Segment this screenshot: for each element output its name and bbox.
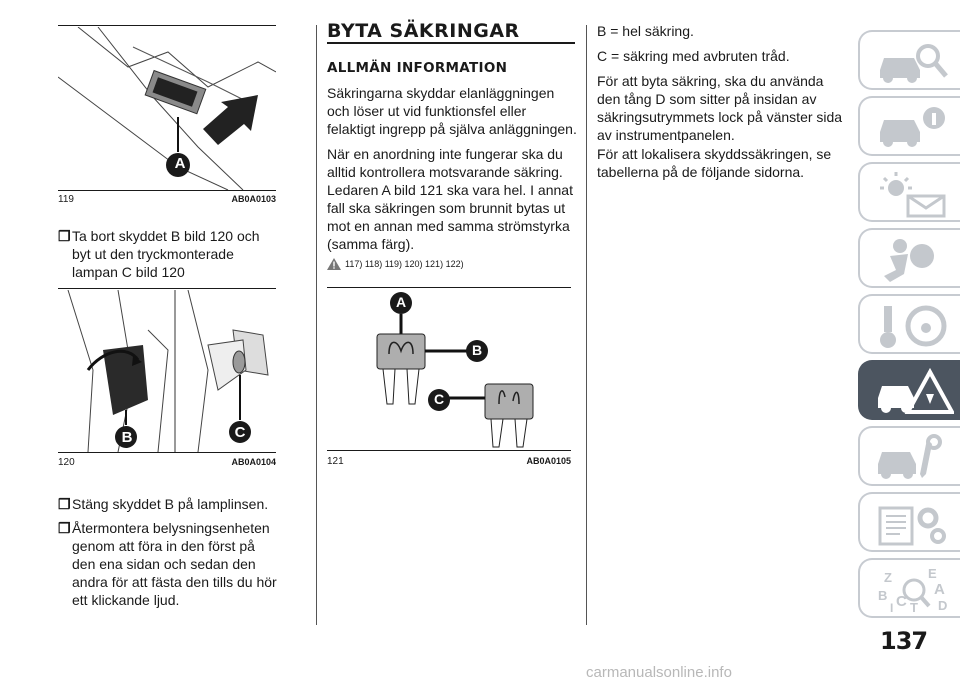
figure-code: AB0A0105 bbox=[526, 456, 571, 466]
tab-know-your-car[interactable] bbox=[858, 30, 960, 90]
warning-lights-message-icon bbox=[874, 170, 954, 218]
figure-120-callout-c: C bbox=[234, 424, 246, 441]
index-letter: I bbox=[890, 601, 894, 614]
index-letter: T bbox=[910, 600, 918, 614]
tab-technical-specifications[interactable] bbox=[858, 492, 960, 552]
car-service-wrench-icon bbox=[874, 434, 954, 482]
figure-121-callout-b: B bbox=[471, 342, 483, 358]
bullet-checkbox-icon: ❒ bbox=[58, 520, 71, 536]
warning-references bbox=[327, 258, 464, 270]
bullet-checkbox-icon: ❒ bbox=[58, 496, 71, 512]
paragraph-fuse-check: När en anordning inte fungerar ska du alltid kontrollera motsvarande säkring. Ledaren A bild 121 ska vara hel. I annat fall ska säkringen som brunnit bytas ut mot en annan med samma strömstyrka (samma färg). bbox=[327, 146, 573, 252]
bullet-close-cover bbox=[58, 495, 278, 513]
figure-120-caption bbox=[58, 457, 276, 468]
index-letter: Z bbox=[884, 570, 892, 585]
tab-car-info[interactable] bbox=[858, 96, 960, 156]
figure-121-callout-a: A bbox=[395, 294, 407, 310]
bullet-text: Stäng skyddet B på lamplinsen. bbox=[72, 496, 269, 512]
figure-121-callout-c: C bbox=[433, 391, 445, 407]
legend-b: B = hel säkring. bbox=[597, 23, 694, 39]
figure-code: AB0A0103 bbox=[231, 194, 276, 204]
figure-119-caption bbox=[58, 194, 276, 205]
airbag-passenger-icon bbox=[874, 236, 954, 284]
tab-in-an-emergency[interactable] bbox=[858, 360, 960, 420]
tab-servicing-care[interactable] bbox=[858, 426, 960, 486]
bullet-text: Återmontera belysningsenheten genom att föra in den först på den ena sidan och sedan den andra för att fästa den tills du hör ett klickande ljud. bbox=[72, 520, 277, 608]
warning-refs-text: 117) 118) 119) 120) 121) 122) bbox=[345, 259, 464, 269]
index-letter: D bbox=[938, 598, 948, 613]
index-letter: C bbox=[896, 593, 907, 610]
bullet-remove-cover bbox=[58, 227, 278, 281]
car-breakdown-warning-icon bbox=[874, 368, 954, 416]
section-subtitle: ALLMÄN INFORMATION bbox=[327, 60, 508, 76]
paragraph-locate-fuse: För att lokalisera skyddssäkringen, se tabellerna på de följande sidorna. bbox=[597, 146, 832, 180]
tab-safety[interactable] bbox=[858, 228, 960, 288]
figure-code: AB0A0104 bbox=[231, 457, 276, 467]
figure-119-callout-a: A bbox=[174, 155, 186, 172]
figure-119-image bbox=[58, 27, 276, 190]
index-letter: A bbox=[934, 581, 945, 598]
figure-number: 121 bbox=[327, 456, 344, 467]
paragraph-fuse-purpose: Säkringarna skyddar elanläggningen och löser ut vid funktionsfel eller felaktigt ingrepp på själva anläggningen. bbox=[327, 85, 577, 137]
bullet-text: Ta bort skyddet B bild 120 och byt ut den tryckmonterade lampan C bild 120 bbox=[72, 228, 260, 280]
paragraph-replace-fuse: För att byta säkring, ska du använda den tång D som sitter på insidan av säkringsutrymmets lock på vänster sida av instrumentpanelen. bbox=[597, 73, 843, 143]
index-letter: B bbox=[878, 588, 888, 603]
figure-121-image bbox=[327, 289, 571, 450]
car-info-icon bbox=[874, 104, 954, 152]
index-letter: E bbox=[928, 566, 937, 581]
figure-121-caption bbox=[327, 456, 571, 467]
page-number: 137 bbox=[880, 627, 928, 655]
figure-number: 120 bbox=[58, 457, 75, 468]
technical-data-gear-icon bbox=[874, 500, 954, 548]
bullet-refit-unit bbox=[58, 519, 278, 609]
tab-warning-lights[interactable] bbox=[858, 162, 960, 222]
watermark: carmanualsonline.info bbox=[586, 664, 732, 681]
section-title: BYTA SÄKRINGAR bbox=[327, 20, 520, 42]
figure-number: 119 bbox=[58, 194, 74, 205]
alphabetical-index-icon bbox=[874, 566, 954, 614]
car-search-icon bbox=[874, 38, 954, 86]
figure-120-callout-b: B bbox=[121, 429, 133, 446]
bullet-checkbox-icon: ❒ bbox=[58, 228, 71, 244]
tab-starting-driving[interactable] bbox=[858, 294, 960, 354]
tab-index[interactable] bbox=[858, 558, 960, 618]
key-steering-wheel-icon bbox=[874, 302, 954, 350]
warning-triangle-icon bbox=[327, 258, 341, 270]
legend-c: C = säkring med avbruten tråd. bbox=[597, 48, 790, 64]
